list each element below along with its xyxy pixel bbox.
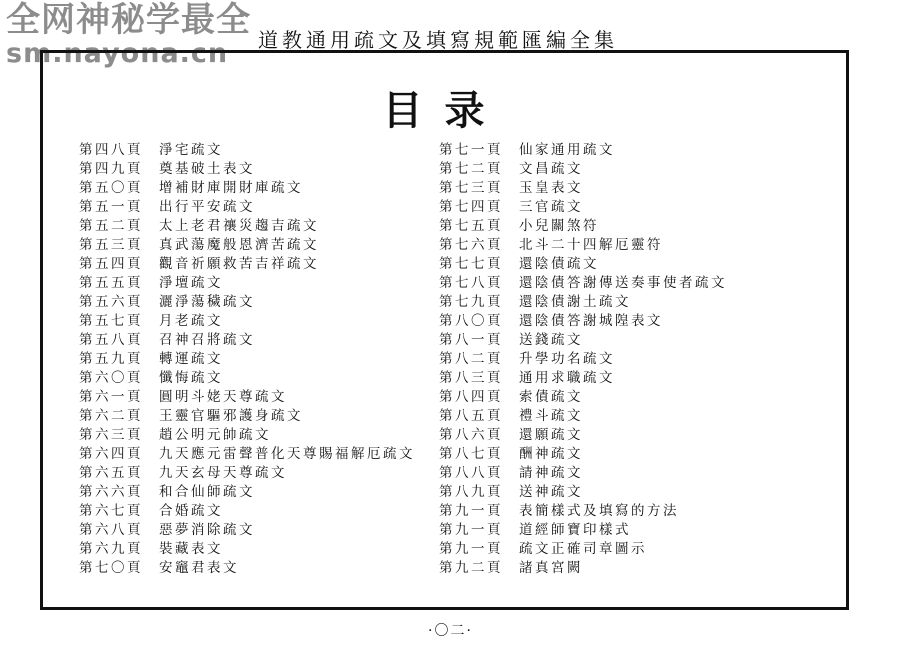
toc-entry-page: 第八八頁 [439,465,503,481]
toc-entry-title: 通用求職疏文 [519,370,615,386]
toc-entry-title: 小兒關煞符 [519,218,599,234]
toc-entry-title: 還陰債疏文 [519,256,599,272]
toc-entry-page: 第六〇頁 [79,370,143,386]
toc-entry-page: 第五一頁 [79,199,143,215]
toc-entry-title: 出行平安疏文 [159,199,255,215]
toc-entry-title: 轉運疏文 [159,351,223,367]
toc-entry [439,255,727,274]
toc-entry-page: 第六三頁 [79,427,143,443]
toc-entry [79,502,415,521]
toc-entry-page: 第六二頁 [79,408,143,424]
toc-entry [79,483,415,502]
toc-entry-page: 第九二頁 [439,560,503,576]
toc-entry-page: 第八四頁 [439,389,503,405]
toc-entry-title: 諸真宮闕 [519,560,583,576]
toc-entry-page: 第五七頁 [79,313,143,329]
toc-entry [79,236,415,255]
toc-entry-page: 第五五頁 [79,275,143,291]
toc-entry-page: 第六九頁 [79,541,143,557]
toc-entry-page: 第四八頁 [79,142,143,158]
toc-entry-title: 太上老君禳災趨吉疏文 [159,218,319,234]
page-heading: 目录 [382,87,507,134]
toc-frame [40,50,849,610]
toc-entry-title: 懺悔疏文 [159,370,223,386]
toc-entry-page: 第六六頁 [79,484,143,500]
toc-entry-page: 第六一頁 [79,389,143,405]
toc-entry-page: 第七三頁 [439,180,503,196]
toc-entry-title: 奠基破土表文 [159,161,255,177]
toc-entry-title: 索債疏文 [519,389,583,405]
toc-entry [79,312,415,331]
toc-entry-page: 第七五頁 [439,218,503,234]
toc-entry [439,483,727,502]
toc-entry [79,141,415,160]
toc-entry [79,217,415,236]
toc-entry-title: 淨壇疏文 [159,275,223,291]
toc-entry [439,217,727,236]
toc-entry-page: 第七〇頁 [79,560,143,576]
toc-entry-title: 還陰債答謝城隍表文 [519,313,663,329]
toc-entry-page: 第八六頁 [439,427,503,443]
toc-entry-page: 第六五頁 [79,465,143,481]
toc-entry [439,464,727,483]
toc-entry-title: 趙公明元帥疏文 [159,427,271,443]
toc-entry-page: 第七一頁 [439,142,503,158]
toc-entry [79,255,415,274]
toc-entry-title: 淨宅疏文 [159,142,223,158]
book-title: 道教通用疏文及填寫規範匯編全集 [258,28,618,52]
toc-entry-page: 第七四頁 [439,199,503,215]
toc-entry [439,331,727,350]
toc-entry-title: 還陰債謝土疏文 [519,294,631,310]
toc-entry [439,559,727,578]
toc-entry [79,274,415,293]
toc-entry-page: 第七六頁 [439,237,503,253]
toc-entry [439,445,727,464]
toc-entry-title: 九天玄母天尊疏文 [159,465,287,481]
toc-entry [79,293,415,312]
toc-entry-page: 第五九頁 [79,351,143,367]
toc-entry-title: 玉皇表文 [519,180,583,196]
toc-entry [439,160,727,179]
toc-entry-page: 第八三頁 [439,370,503,386]
toc-entry-title: 表簡樣式及填寫的方法 [519,503,679,519]
toc-entry-title: 真武蕩魔般恩濟苦疏文 [159,237,319,253]
toc-entry [79,445,415,464]
toc-entry [79,179,415,198]
toc-entry-page: 第五三頁 [79,237,143,253]
toc-entry [439,293,727,312]
toc-entry-title: 王靈官驅邪護身疏文 [159,408,303,424]
toc-entry [439,236,727,255]
toc-entry-page: 第八一頁 [439,332,503,348]
toc-entry [439,350,727,369]
toc-entry-page: 第八五頁 [439,408,503,424]
toc-entry-page: 第八二頁 [439,351,503,367]
toc-entry [439,502,727,521]
toc-entry-title: 三官疏文 [519,199,583,215]
toc-entry [79,388,415,407]
toc-entry-page: 第八〇頁 [439,313,503,329]
watermark-line2: sm.nayona.cn [6,38,229,70]
page-number: ·〇二· [428,623,473,639]
toc-entry-title: 月老疏文 [159,313,223,329]
toc-entry-title: 北斗二十四解厄靈符 [519,237,663,253]
toc-entry-page: 第九一頁 [439,541,503,557]
toc-entry-title: 九天應元雷聲普化天尊賜福解厄疏文 [159,446,415,462]
toc-entry-title: 送錢疏文 [519,332,583,348]
toc-entry-title: 送神疏文 [519,484,583,500]
toc-entry [79,350,415,369]
toc-entry-title: 道經師寶印樣式 [519,522,631,538]
toc-left-column [79,141,415,578]
toc-entry-page: 第四九頁 [79,161,143,177]
toc-entry-title: 文昌疏文 [519,161,583,177]
toc-entry-title: 請神疏文 [519,465,583,481]
toc-entry [79,464,415,483]
toc-entry [439,426,727,445]
toc-entry-title: 灑淨蕩穢疏文 [159,294,255,310]
toc-entry [79,426,415,445]
toc-entry [79,559,415,578]
toc-entry-page: 第五六頁 [79,294,143,310]
toc-entry [439,521,727,540]
toc-entry [439,274,727,293]
toc-entry-page: 第九一頁 [439,522,503,538]
toc-entry [79,331,415,350]
toc-entry [79,521,415,540]
toc-entry-page: 第七九頁 [439,294,503,310]
toc-entry-page: 第八九頁 [439,484,503,500]
toc-right-column [439,141,727,578]
toc-entry-title: 禮斗疏文 [519,408,583,424]
toc-entry [439,388,727,407]
toc-entry-title: 裝藏表文 [159,541,223,557]
toc-entry-page: 第五〇頁 [79,180,143,196]
toc-entry-title: 圓明斗姥天尊疏文 [159,389,287,405]
toc-entry-title: 疏文正確司章圖示 [519,541,647,557]
toc-entry-page: 第九一頁 [439,503,503,519]
toc-entry [439,198,727,217]
toc-entry [79,369,415,388]
toc-entry-page: 第六七頁 [79,503,143,519]
toc-entry [79,160,415,179]
toc-entry [439,179,727,198]
toc-entry-page: 第五四頁 [79,256,143,272]
toc-entry-page: 第八七頁 [439,446,503,462]
toc-entry-title: 仙家通用疏文 [519,142,615,158]
toc-entry-page: 第五八頁 [79,332,143,348]
toc-entry-title: 召神召將疏文 [159,332,255,348]
toc-entry-title: 酬神疏文 [519,446,583,462]
toc-entry [439,369,727,388]
toc-entry-title: 還願疏文 [519,427,583,443]
toc-entry [79,540,415,559]
toc-entry-title: 合婚疏文 [159,503,223,519]
toc-entry [79,407,415,426]
toc-entry-page: 第七八頁 [439,275,503,291]
toc-entry-page: 第六八頁 [79,522,143,538]
toc-entry-page: 第七七頁 [439,256,503,272]
watermark-line1: 全网神秘学最全 [6,0,251,40]
toc-entry-title: 還陰債答謝傳送奏事使者疏文 [519,275,727,291]
toc-entry [439,312,727,331]
toc-entry [439,540,727,559]
toc-entry-title: 惡夢消除疏文 [159,522,255,538]
toc-entry [439,141,727,160]
toc-entry-title: 安竈君表文 [159,560,239,576]
toc-entry-title: 增補財庫開財庫疏文 [159,180,303,196]
toc-entry-title: 觀音祈願救苦吉祥疏文 [159,256,319,272]
toc-entry [79,198,415,217]
toc-entry [439,407,727,426]
toc-entry-title: 升學功名疏文 [519,351,615,367]
toc-entry-page: 第五二頁 [79,218,143,234]
toc-entry-page: 第六四頁 [79,446,143,462]
toc-entry-page: 第七二頁 [439,161,503,177]
toc-entry-title: 和合仙師疏文 [159,484,255,500]
